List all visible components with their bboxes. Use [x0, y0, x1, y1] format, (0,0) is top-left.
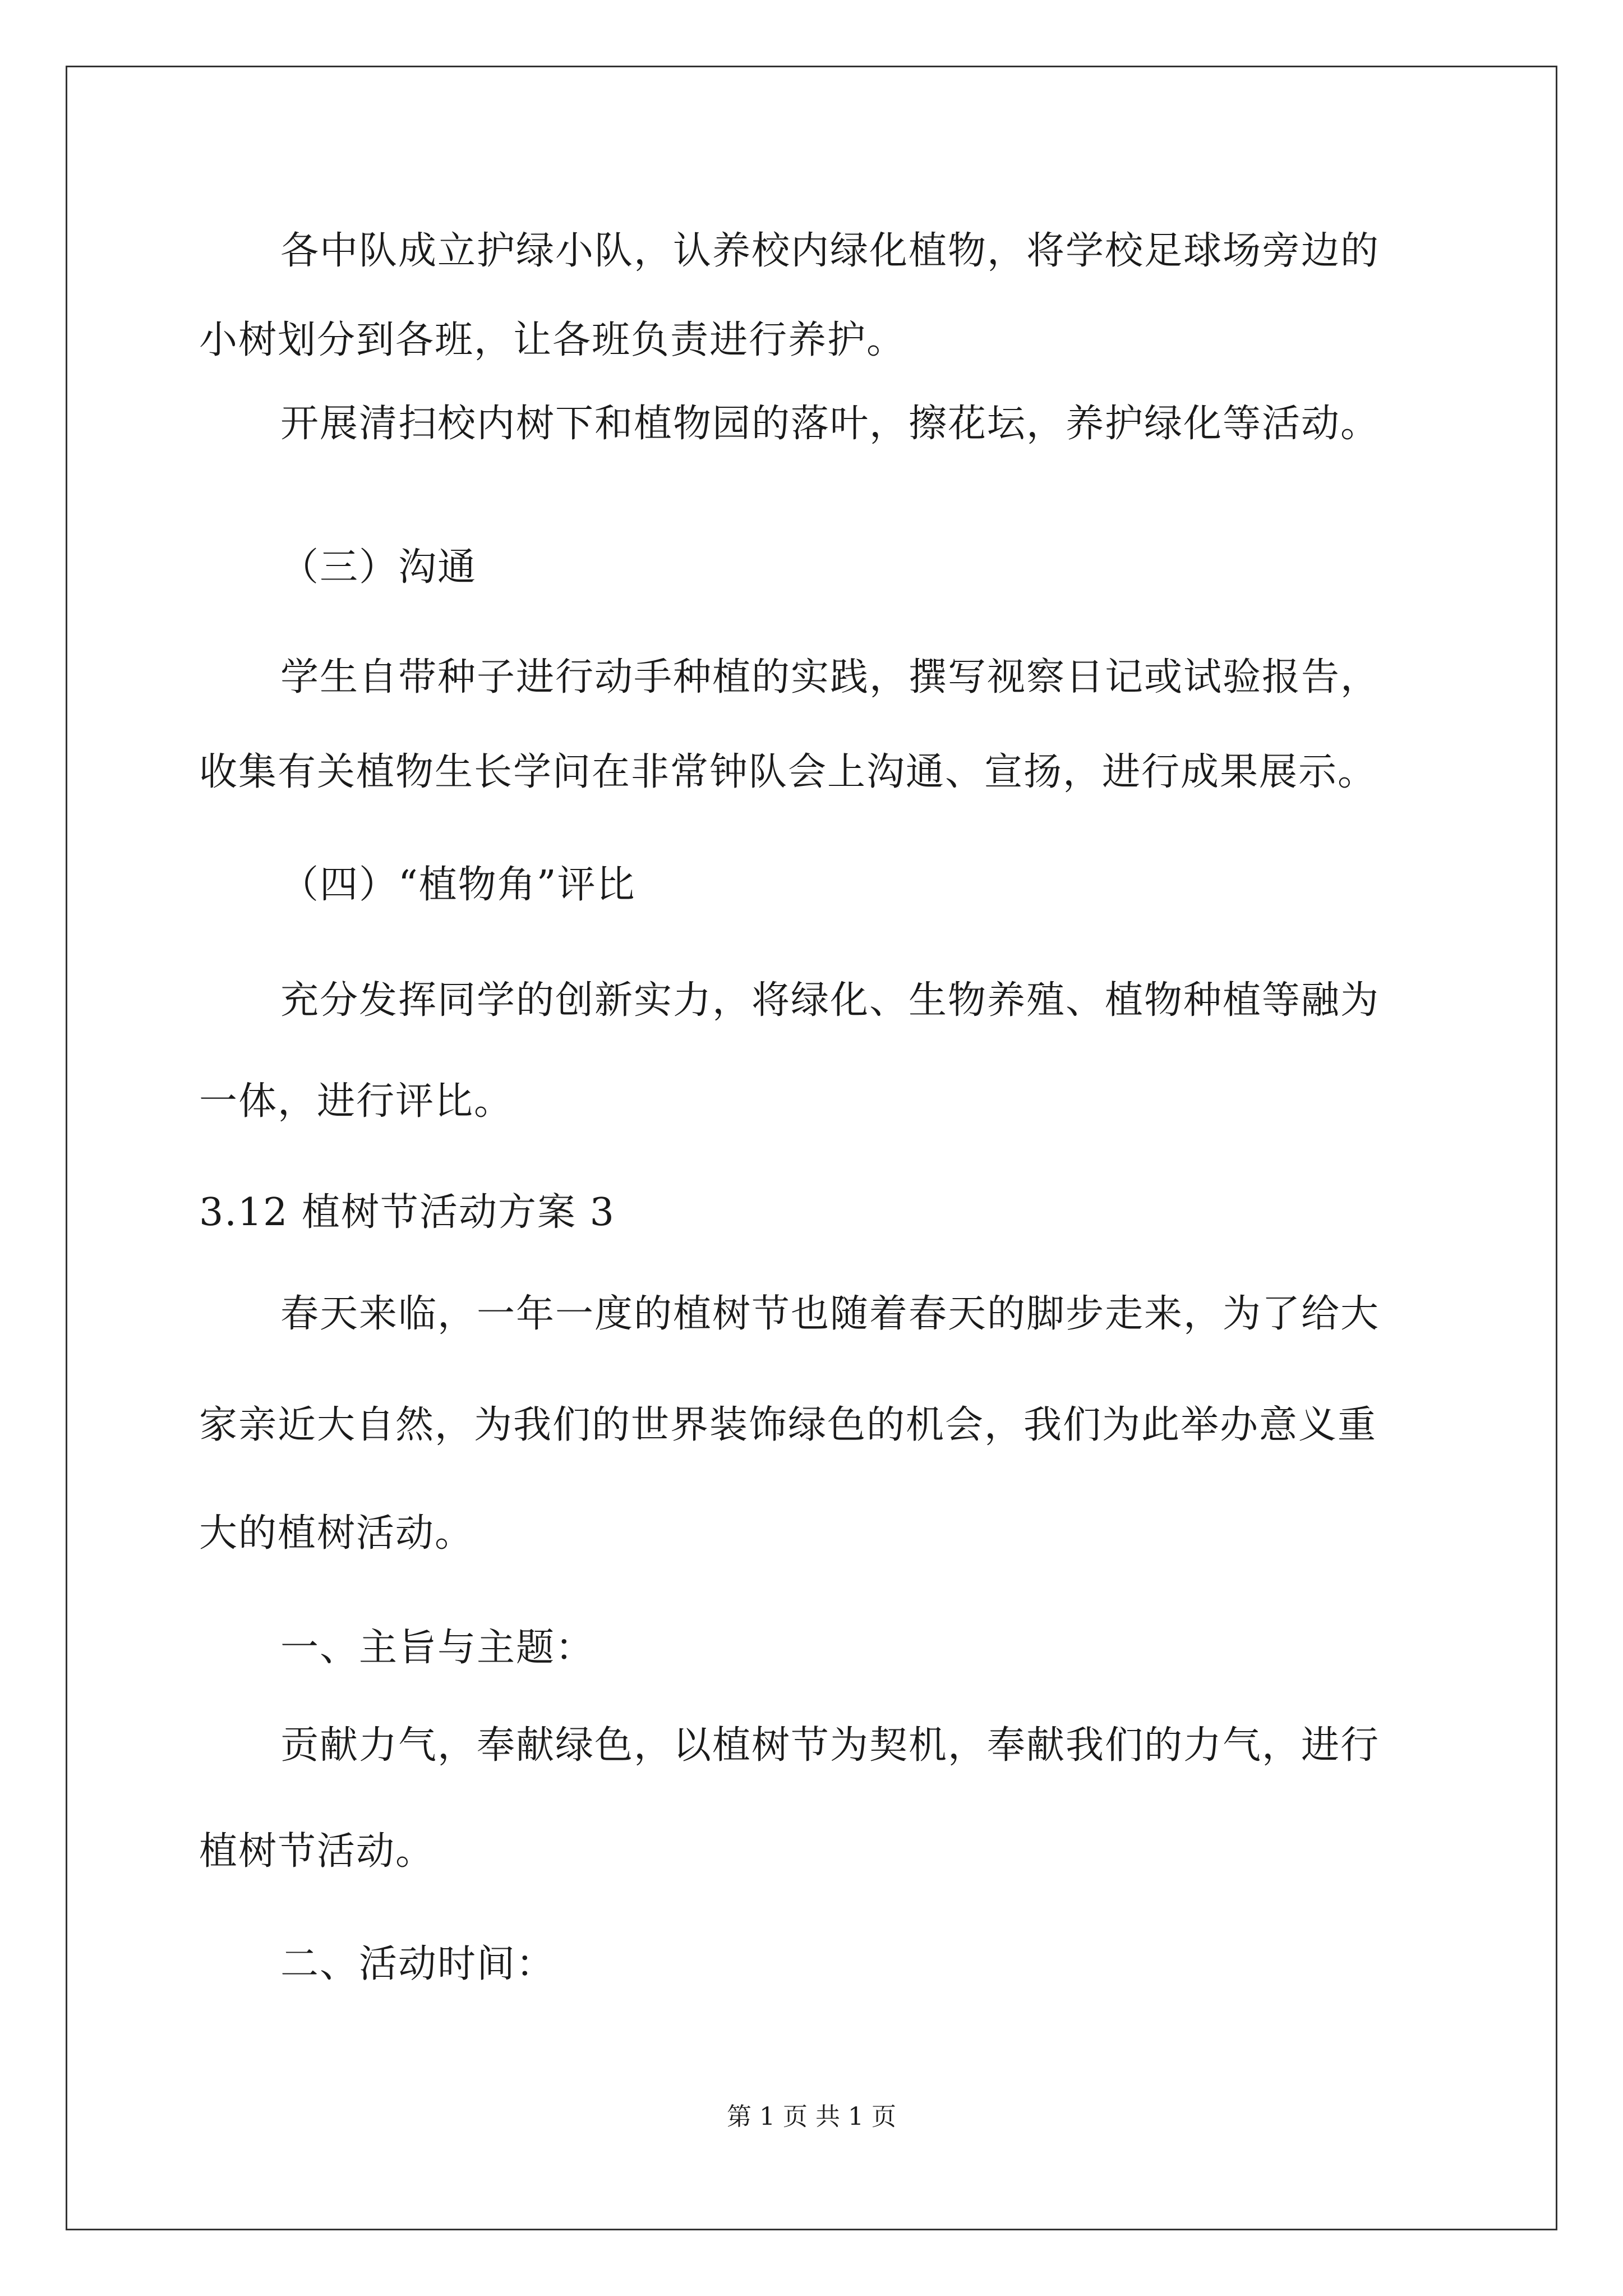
- paragraph-line: 开展清扫校内树下和植物园的落叶，擦花坛，养护绿化等活动。: [280, 402, 1380, 446]
- paragraph-line: 收集有关植物生长学问在非常钟队会上沟通、宣扬，进行成果展示。: [199, 750, 1377, 794]
- paragraph-line: 各中队成立护绿小队，认养校内绿化植物，将学校足球场旁边的: [280, 229, 1380, 273]
- paragraph-line: 一体，进行评比。: [199, 1079, 514, 1124]
- paragraph-line: 家亲近大自然，为我们的世界装饰绿色的机会，我们为此举办意义重: [199, 1403, 1377, 1447]
- section-heading: 一、主旨与主题：: [280, 1626, 595, 1670]
- paragraph-line: 植树节活动。: [199, 1829, 435, 1874]
- page-border: [66, 66, 1557, 2230]
- paragraph-line: 学生自带种子进行动手种植的实践，撰写视察日记或试验报告，: [280, 655, 1380, 700]
- document-title: 3.12 植树节活动方案 3: [199, 1190, 615, 1235]
- section-heading: （三）沟通: [280, 545, 477, 590]
- section-heading: （四）“植物角”评比: [280, 863, 636, 907]
- paragraph-line: 大的植树活动。: [199, 1511, 474, 1556]
- paragraph-line: 小树划分到各班，让各班负责进行养护。: [199, 318, 906, 362]
- section-heading: 二、活动时间：: [280, 1942, 556, 1986]
- page-number: 第 1 页 共 1 页: [727, 2102, 896, 2131]
- paragraph-line: 春天来临，一年一度的植树节也随着春天的脚步走来，为了给大: [280, 1292, 1380, 1336]
- paragraph-line: 充分发挥同学的创新实力，将绿化、生物养殖、植物种植等融为: [280, 978, 1380, 1023]
- paragraph-line: 贡献力气，奉献绿色，以植树节为契机，奉献我们的力气，进行: [280, 1723, 1380, 1768]
